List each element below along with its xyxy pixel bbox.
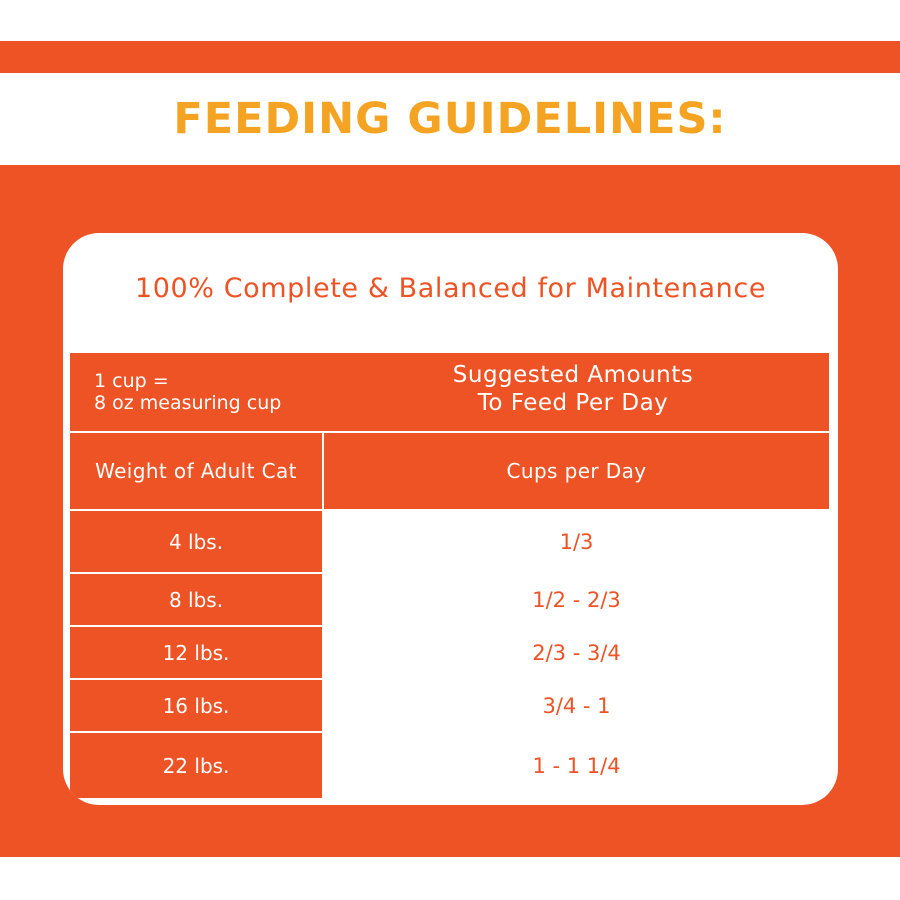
card-heading: 100% Complete & Balanced for Maintenance (134, 273, 767, 304)
feeding-table-card (63, 233, 838, 805)
table-row-cups: 1/2 - 2/3 (324, 574, 829, 625)
table-row-weight: 12 lbs. (70, 627, 322, 678)
table-row-cups: 3/4 - 1 (324, 680, 829, 731)
page-title: FEEDING GUIDELINES: (173, 94, 727, 144)
table-row-cups: 1 - 1 1/4 (324, 733, 829, 798)
cup-note-line2: 8 oz measuring cup (94, 392, 282, 414)
table-row-cups: 2/3 - 3/4 (324, 627, 829, 678)
column-header-weight: Weight of Adult Cat (70, 433, 322, 509)
cup-note-line1: 1 cup = (94, 370, 169, 392)
column-header-cups: Cups per Day (324, 433, 829, 509)
table-row-weight: 4 lbs. (70, 511, 322, 572)
suggested-line2: To Feed Per Day (477, 390, 669, 416)
top-orange-band (0, 41, 900, 73)
table-row-cups: 1/3 (324, 511, 829, 572)
table-row-weight: 16 lbs. (70, 680, 322, 731)
table-row-weight: 8 lbs. (70, 574, 322, 625)
suggested-amounts-heading (317, 361, 829, 417)
table-row-weight: 22 lbs. (70, 733, 322, 798)
suggested-line1: Suggested Amounts (452, 362, 694, 388)
